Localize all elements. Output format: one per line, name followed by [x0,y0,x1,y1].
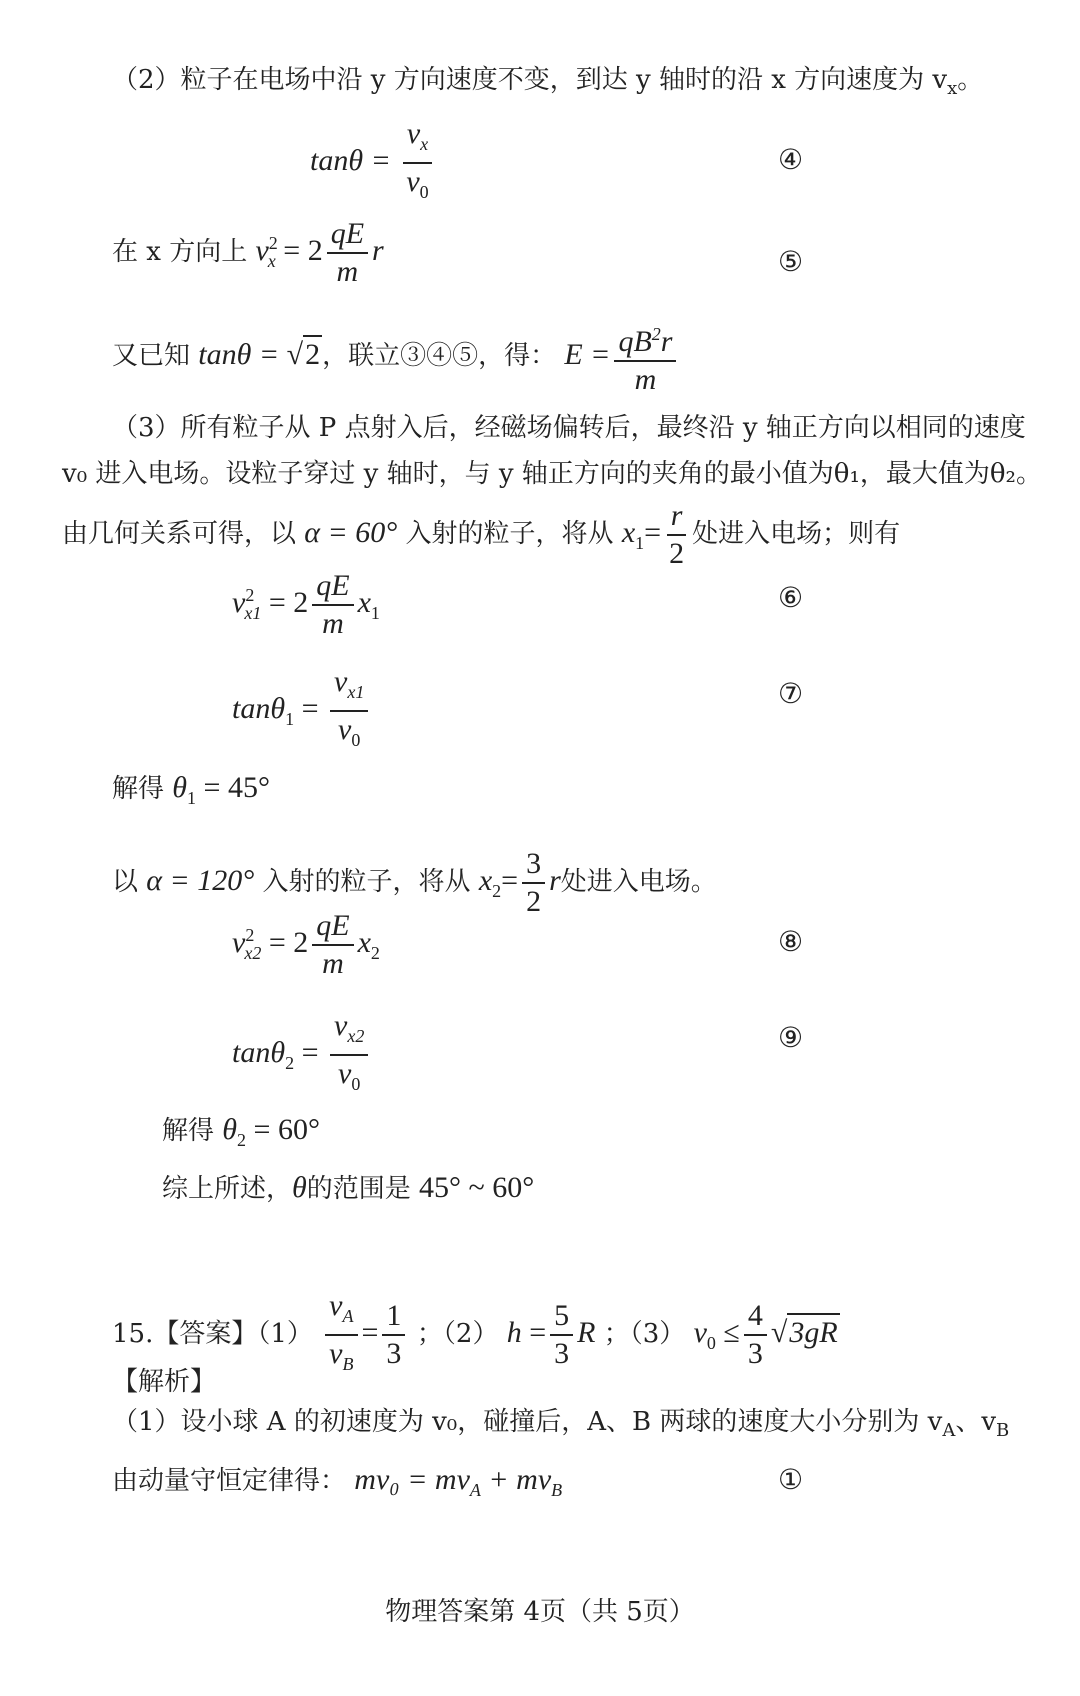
equation-6: $v^2_{x1} = 2$ $\frac{qE}{m}$ $x_1$ [232,569,380,640]
equation-marker-6: ⑥ [778,581,804,614]
equation-marker-8: ⑧ [778,925,804,958]
fraction: $\frac{qE}{m}$ [312,570,353,640]
q15-answer: 15.【答案】（1） $\frac{v_A}{v_B}$ = $\frac{1}{3}$ ；（2） h = $\frac{5}{3}$ R ；（3） $v_0$ ≤ $\frac{4}{3}$ √3gR [112,1290,840,1380]
fraction: $\frac{v_x}{v_0}$ [402,118,432,208]
fraction: $\frac{v_{x1}}{v_0}$ [330,666,368,756]
part3-text2: v₀ 进入电场。设粒子穿过 y 轴时，与 y 轴正方向的夹角的最小值为θ₁，最大值为θ₂。 [62,459,1042,489]
fraction: $\frac{qE}{m}$ [312,910,353,980]
equation-marker-9: ⑨ [778,1021,804,1054]
part3-text1: （3）所有粒子从 P 点射入后，经磁场偏转后，最终沿 y 轴正方向以相同的速度 [112,413,1026,443]
part2-intro: （2）粒子在电场中沿 y 方向速度不变，到达 y 轴时的沿 x 方向速度为 $v_x$。 [112,65,984,100]
equation-marker-5: ⑤ [778,245,804,278]
equation-marker-4: ④ [778,143,804,176]
fraction: $\frac{v_{x2}}{v_0}$ [330,1010,368,1100]
page-footer: 物理答案第 4页（共 5页） [385,1597,695,1627]
fraction: $\frac{4}{3}$ [744,1300,767,1370]
fraction: $\frac{3}{2}$ [522,848,545,918]
analysis-heading: 【解析】 [112,1367,217,1397]
known-and-result: 又已知 tanθ = √2，联立③④⑤，得： E = $\frac{qB^2r}{m}$ [112,318,680,396]
equation-marker-1: ① [778,1463,804,1496]
solution-theta2: 解得 $\theta_2 = 60^\circ$ [162,1113,320,1150]
fraction: $\frac{5}{3}$ [550,1300,573,1370]
part3-text4: 以 α = 120° 入射的粒子，将从 $x_2=$ $\frac{3}{2}$ r处进入电场。 [112,847,717,918]
fraction: $\frac{qB^2r}{m}$ [614,318,676,396]
fraction: $\frac{r}{2}$ [665,500,688,570]
equation-8: $v^2_{x2} = 2$ $\frac{qE}{m}$ $x_2$ [232,909,380,980]
fraction: $\frac{qE}{m}$ [327,218,368,288]
part3-text3: 由几何关系可得，以 α = 60° 入射的粒子，将从 $x_1=$ $\frac{r}{2}$ 处进入电场；则有 [62,499,901,570]
equation-marker-7: ⑦ [778,677,804,710]
equation-9: tanθ$_2$ = $\frac{v_{x2}}{v_0}$ [232,1010,372,1100]
solution-theta1: 解得 $\theta_1 = 45^\circ$ [112,771,270,808]
summary: 综上所述，θ的范围是 45° ~ 60° [162,1171,535,1204]
fraction: $\frac{1}{3}$ [382,1300,405,1370]
analysis-p1: （1）设小球 A 的初速度为 v₀，碰撞后，A、B 两球的速度大小分别为 $v_A$、$v_B$ [112,1407,1010,1442]
analysis-p2: 由动量守恒定律得： $mv_0 = mv_A + mv_B$ [112,1463,563,1500]
fraction: $\frac{v_A}{v_B}$ [325,1290,357,1380]
equation-7: tanθ$_1$ = $\frac{v_{x1}}{v_0}$ [232,666,372,756]
equation-4: tanθ = $\frac{v_x}{v_0}$ [310,118,437,208]
equation-5: 在 x 方向上 $v^2_x = 2$ $\frac{qE}{m}$ r [112,217,384,288]
